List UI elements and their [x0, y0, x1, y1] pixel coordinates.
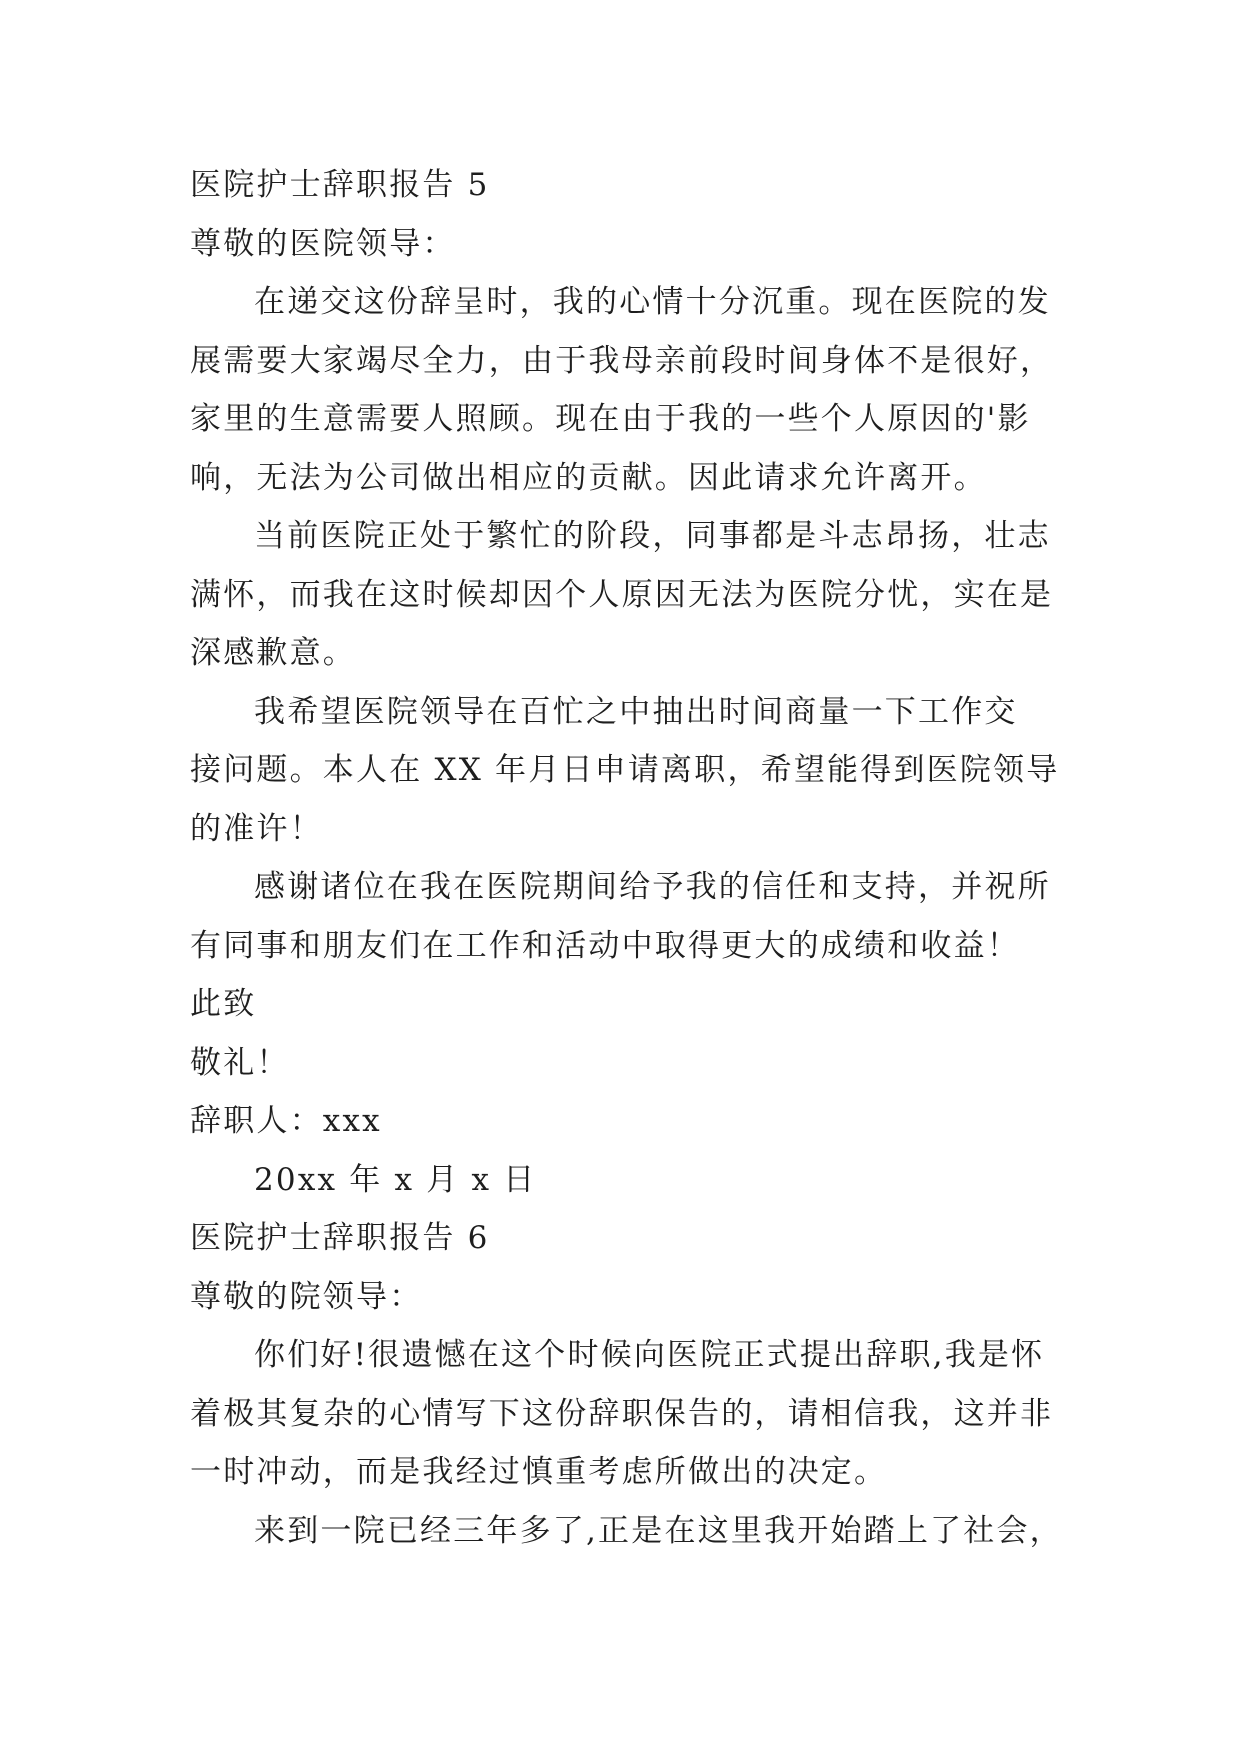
closing-line-2: 敬礼！	[190, 1044, 290, 1081]
signer-line: 辞职人：xxx	[190, 1103, 382, 1139]
paragraph-line: 接问题。本人在 XX 年月日申请离职，希望能得到医院领导	[190, 752, 1060, 788]
paragraph-line: 展需要大家竭尽全力，由于我母亲前段时间身体不是很好，	[190, 342, 1054, 379]
section-6-paragraph-2	[190, 1502, 1063, 1561]
document-page	[190, 156, 1063, 1560]
paragraph-line: 家里的生意需要人照顾。现在由于我的一些个人原因的'影	[190, 401, 1031, 437]
paragraph-line: 当前医院正处于繁忙的阶段，同事都是斗志昂扬，壮志	[254, 518, 1051, 554]
paragraph-line: 感谢诸位在我在医院期间给予我的信任和支持，并祝所	[254, 869, 1051, 905]
paragraph-line: 我希望医院领导在百忙之中抽出时间商量一下工作交	[254, 693, 1018, 730]
paragraph-line: 来到一院已经三年多了,正是在这里我开始踏上了社会，	[254, 1512, 1063, 1549]
section-5-paragraph-2	[190, 507, 1060, 683]
section-6-salutation: 尊敬的院领导：	[190, 1278, 423, 1315]
paragraph-line: 在递交这份辞呈时，我的心情十分沉重。现在医院的发	[254, 284, 1051, 320]
paragraph-line: 有同事和朋友们在工作和活动中取得更大的成绩和收益！	[190, 927, 1020, 964]
paragraph-line: 满怀，而我在这时候却因个人原因无法为医院分忧，实在是	[190, 576, 1054, 613]
closing-line-1: 此致	[190, 986, 257, 1022]
section-5-salutation: 尊敬的医院领导：	[190, 225, 456, 262]
section-5-title: 医院护士辞职报告 5	[190, 167, 490, 203]
paragraph-line: 的准许！	[190, 810, 323, 847]
paragraph-line: 你们好!很遗憾在这个时候向医院正式提出辞职,我是怀	[254, 1337, 1045, 1373]
paragraph-line: 深感歉意。	[190, 635, 356, 671]
section-5-paragraph-1	[190, 273, 1060, 507]
paragraph-line: 着极其复杂的心情写下这份辞职保告的，请相信我，这并非	[190, 1395, 1054, 1432]
section-5-paragraph-4	[190, 858, 1060, 975]
date-line: 20xx 年 x 月 x 日	[254, 1161, 537, 1198]
section-6-paragraph-1	[190, 1326, 1060, 1502]
section-5-paragraph-3	[190, 683, 1060, 859]
paragraph-line: 一时冲动，而是我经过慎重考虑所做出的决定。	[190, 1454, 888, 1490]
section-6-title: 医院护士辞职报告 6	[190, 1220, 490, 1256]
paragraph-line: 响，无法为公司做出相应的贡献。因此请求允许离开。	[190, 459, 987, 496]
